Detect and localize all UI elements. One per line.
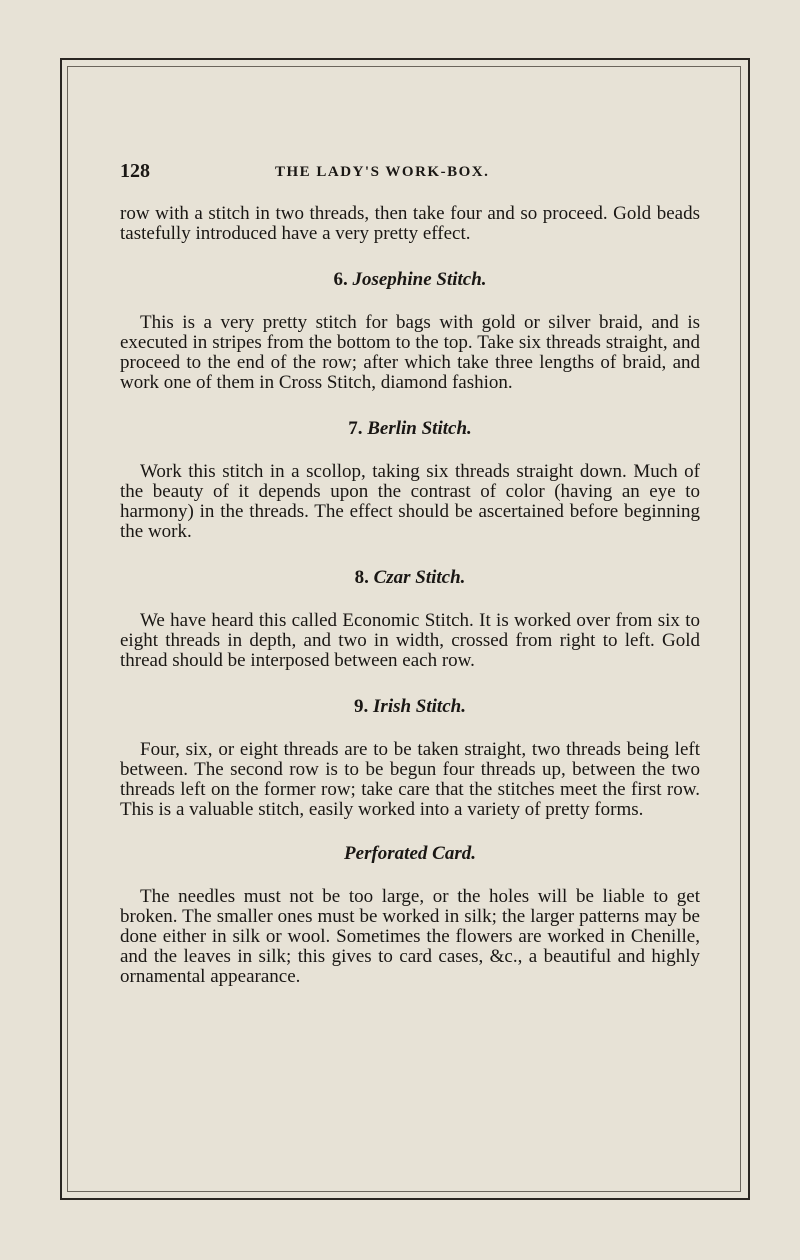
section-title: Czar Stitch. xyxy=(373,567,466,588)
section-body-josephine: This is a very pretty stitch for bags with gold or silver braid, and is executed in stripes from the bottom to the top. Take six threads straight, and proceed to the end of the row; after which take three lengths of braid, and work one of them in Cross Stitch, diamond fashion. xyxy=(120,312,700,393)
section-title: Josephine Stitch. xyxy=(352,269,487,290)
section-number: 9. xyxy=(354,696,369,717)
book-page xyxy=(120,160,700,987)
section-title: Perforated Card. xyxy=(344,843,476,864)
section-heading-josephine xyxy=(120,270,700,290)
section-heading-irish xyxy=(120,697,700,717)
section-heading-perforated-card xyxy=(120,844,700,864)
section-number: 6. xyxy=(333,269,348,290)
section-body-irish: Four, six, or eight threads are to be taken straight, two threads being left between. The second row is to be begun four threads up, between the two threads left on the former row; take care that the stitches meet the first row. This is a valuable stitch, easily worked into a variety of pretty forms. xyxy=(120,739,700,820)
section-body-berlin: Work this stitch in a scollop, taking six threads straight down. Much of the beauty of it depends upon the contrast of color (having an eye to harmony) in the threads. The effect should be ascertained before beginning the work. xyxy=(120,461,700,542)
section-number: 7. xyxy=(348,418,363,439)
section-heading-czar xyxy=(120,568,700,588)
section-title: Berlin Stitch. xyxy=(367,418,472,439)
section-heading-berlin xyxy=(120,419,700,439)
intro-paragraph: row with a stitch in two threads, then take four and so proceed. Gold beads tastefully introduced have a very pretty effect. xyxy=(120,203,700,244)
running-head xyxy=(120,160,700,190)
section-title: Irish Stitch. xyxy=(373,696,466,717)
section-body-perforated-card: The needles must not be too large, or the holes will be liable to get broken. The smaller ones must be worked in silk; the larger patterns may be done either in silk or wool. Sometimes the flowers are worked in Chenille, and the leaves in silk; this gives to card cases, &c., a beautiful and highly ornamental appearance. xyxy=(120,886,700,987)
running-title: THE LADY'S WORK-BOX. xyxy=(275,164,490,180)
section-body-czar: We have heard this called Economic Stitch. It is worked over from six to eight threads in depth, and two in width, crossed from right to left. Gold thread should be interposed between each row. xyxy=(120,610,700,671)
section-number: 8. xyxy=(354,567,369,588)
page-number: 128 xyxy=(120,160,150,182)
